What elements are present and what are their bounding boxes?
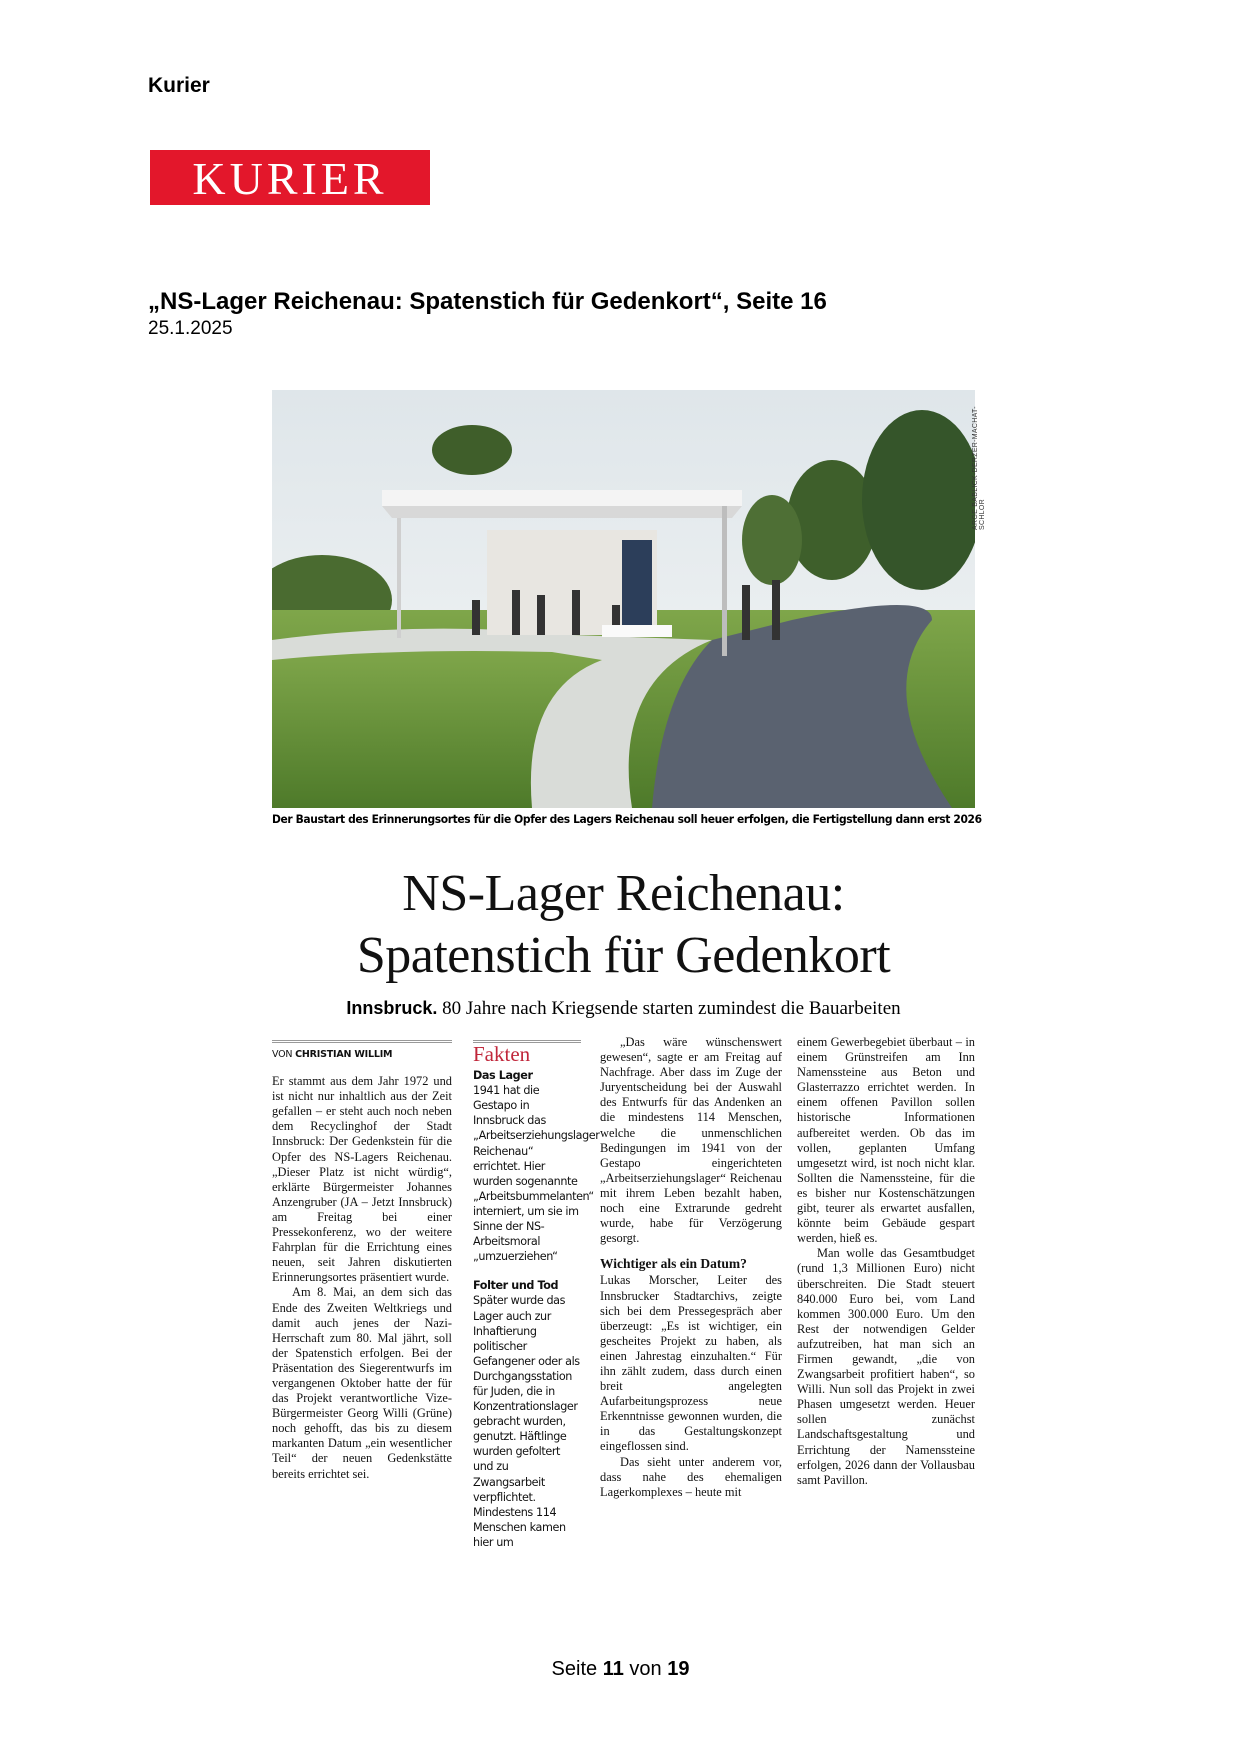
paragraph: Man wolle das Gesamtbudget (rund 1,3 Millionen Euro) nicht überschreiten. Die Stadt steuert 840.000 Euro bei, vom Land kommen 300.000 Euro. Um den Rest der notwendigen Gelder aufzutreiben, hat man sich an Firmen gewandt, „die von Zwangsarbeit profitiert haben“, so Willi. Nun soll das Projekt in zwei Phasen umgesetzt werden. Heuer sollen zunächst Landschaftsgestaltung und Errichtung der Namenssteine erfolgen, 2026 dann der Vollausbau samt Pavillon. bbox=[797, 1246, 975, 1487]
column-rule bbox=[272, 1040, 452, 1043]
paragraph: Lukas Morscher, Leiter des Innsbrucker Stadtarchivs, zeigte sich bei dem Pressegespräch aber überzeugt: „Es ist wichtiger, ein gescheites Projekt zu haben, als einen Jahrestag einzuhalten.“ Für ihn zählt zudem, dass durch einen breit angelegten Aufarbeitungsprozess neue Erkenntnisse gewonnen wurden, die in das Gestaltungskonzept eingeflossen sind. bbox=[600, 1273, 782, 1454]
paragraph: einem Gewerbegebiet überbaut – in einem Grünstreifen am Inn Namenssteine aus Beton und Glasterrazzo errichtet werden. In einem offenen Pavillon sollen historische Informationen aufbereitet werden. Ob das im vollen, geplanten Umfang umgesetzt wird, ist noch nicht klar. Sollten die Namenssteine, für die es bisher nur Kostenschätzungen gibt, teurer als erwartet ausfallen, könnte beim Gebäude gespart werden, hieß es. bbox=[797, 1035, 975, 1246]
document-title: „NS-Lager Reichenau: Spatenstich für Gedenkort“, Seite 16 bbox=[148, 288, 827, 315]
fakten-text: 1941 hat die Gestapo in Innsbruck das „Arbeitserziehungslager Reichenau“ errichtet. Hier wurden sogenannte „Arbeitsbummelanten“ interniert, um sie im Sinne der NS-Arbeitsmoral „umzuerziehen“ bbox=[473, 1084, 600, 1264]
kurier-logo: KURIER bbox=[150, 150, 430, 205]
subline bbox=[272, 998, 975, 1020]
headline-line-1: NS-Lager Reichenau: bbox=[402, 865, 845, 922]
article-column-4 bbox=[797, 1035, 975, 1488]
total-pages: 19 bbox=[667, 1658, 690, 1680]
subheading: Wichtiger als ein Datum? bbox=[600, 1256, 747, 1272]
photo-caption: Der Baustart des Erinnerungsortes für die Opfer des Lagers Reichenau soll heuer erfolgen, die Fertigstellung dann erst 2026 bbox=[272, 812, 982, 826]
fakten-heading: Folter und Tod bbox=[473, 1279, 559, 1293]
fakten-heading: Das Lager bbox=[473, 1069, 533, 1083]
footer-of: von bbox=[629, 1658, 662, 1680]
paragraph: „Das wäre wünschenswert gewesen“, sagte er am Freitag auf Nachfrage. Aber dass im Zuge der Juryentscheidung bei der Auswahl des Entwurfs für das Andenken an die mindestens 114 Menschen, welche die unmenschlichen Bedingungen im 1941 von der Gestapo eingerichteten „Arbeitserziehungslager“ Reichenau mit ihrem Leben bezahlt haben, noch eine Extrarunde gedreht wurde, habe für Verzögerung gesorgt. bbox=[600, 1035, 782, 1246]
article-photo bbox=[272, 390, 975, 808]
page-footer bbox=[0, 1658, 1241, 1681]
author-name: CHRISTIAN WILLIM bbox=[295, 1049, 393, 1060]
dateline: Innsbruck. bbox=[346, 998, 438, 1018]
source-label: Kurier bbox=[148, 74, 210, 97]
article-column-1 bbox=[272, 1040, 452, 1482]
fakten-title: Fakten bbox=[473, 1042, 531, 1066]
current-page: 11 bbox=[602, 1658, 624, 1680]
footer-prefix: Seite bbox=[551, 1658, 598, 1680]
byline-prefix: VON bbox=[272, 1049, 293, 1060]
photo-credit: ARGE BABLICK-DERZER-MACHAT-SCHLOR bbox=[972, 406, 986, 530]
byline bbox=[272, 1047, 452, 1062]
paragraph: Das sieht unter anderem vor, dass nahe des ehemaligen Lagerkomplexes – heute mit bbox=[600, 1454, 782, 1499]
fakten-box bbox=[473, 1040, 600, 1550]
fakten-text: Später wurde das Lager auch zur Inhaftierung politischer Gefangener oder als Durchgangsstation für Juden, die in Konzentrationslager gebracht wurden, genutzt. Häftlinge wurden gefoltert und zu Zwangsarbeit verpflichtet. Mindestens 114 Menschen kamen hier um bbox=[473, 1294, 580, 1549]
document-date: 25.1.2025 bbox=[148, 318, 233, 339]
paragraph: Er stammt aus dem Jahr 1972 und ist nicht nur inhaltlich aus der Zeit gefallen – er steht auch noch neben dem Recyclinghof der Stadt Innsbruck: Der Gedenkstein für die Opfer des NS-Lagers Reichenau. „Dieser Platz ist nicht würdig“, erklärte Bürgermeister Johannes Anzengruber (JA – Jetzt Innsbruck) am Freitag bei einer Pressekonferenz, wo der weitere Fahrplan für die Errichtung eines neuen, seit Jahren diskutierten Erinnerungsortes präsentiert wurde. bbox=[272, 1074, 452, 1285]
subline-text: 80 Jahre nach Kriegsende starten zumindest die Bauarbeiten bbox=[442, 998, 901, 1019]
article-column-3 bbox=[600, 1035, 782, 1500]
headline-line-2: Spatenstich für Gedenkort bbox=[356, 927, 891, 984]
paragraph: Am 8. Mai, an dem sich das Ende des Zweiten Weltkriegs und damit auch jenes der Nazi-Herrschaft zum 80. Mal jährt, soll der Spatenstich erfolgen. Bei der Präsentation des Siegerentwurfs im vergangenen Oktober hatte der für das Projekt verantwortliche Vize-Bürgermeister Georg Willi (Grüne) noch gehofft, das bis zu diesem markanten Datum „ein wesentlicher Teil“ der neuen Gedenkstätte bereits errichtet sei. bbox=[272, 1285, 452, 1481]
